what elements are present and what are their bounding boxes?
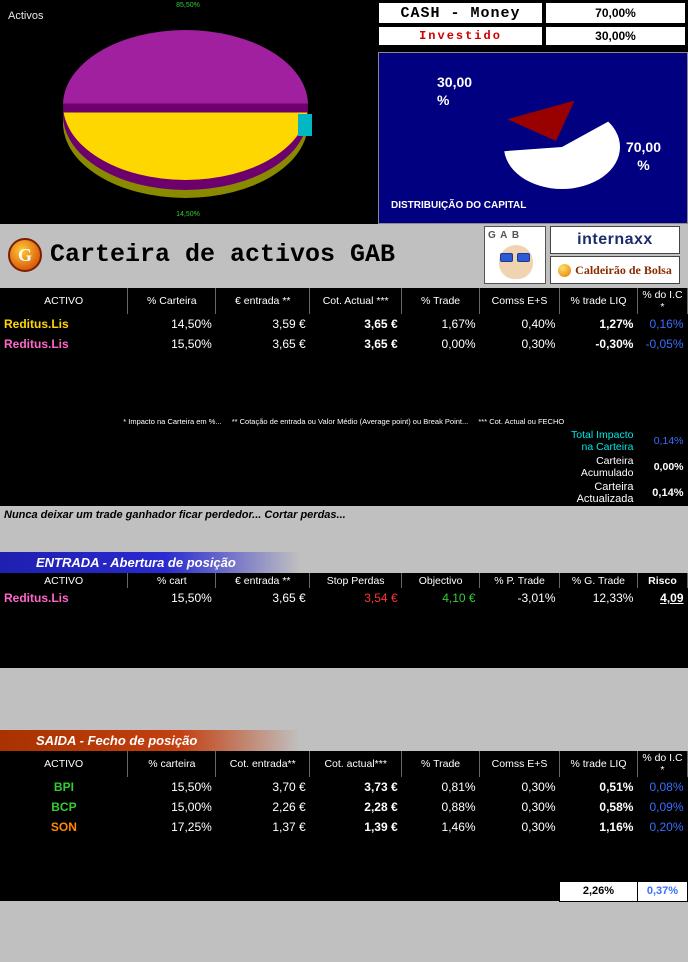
totals-row-2 [0, 454, 688, 480]
col-risco: Risco [637, 573, 687, 588]
table-row[interactable] [0, 588, 688, 608]
capital-pie-label-70 [626, 138, 661, 174]
invested-value: 30,00% [545, 26, 686, 46]
row-carteira: 14,50% [171, 317, 212, 331]
row-ic: 0,16% [649, 317, 684, 331]
footnotes-row [0, 414, 688, 428]
capital-pie-label-30-value: 30,00 [437, 74, 473, 90]
portfolio-table [0, 288, 688, 506]
table-row[interactable] [0, 777, 688, 797]
bottom-spacer [0, 902, 688, 962]
col-ativo: ACTIVO [0, 573, 128, 588]
col-entrada: € entrada ** [216, 288, 310, 314]
table-empty-rows [0, 354, 688, 414]
row-cot-entrada: 3,70 € [272, 780, 306, 794]
saida-total-liq: 2,26% [560, 881, 638, 901]
row-cot-entrada: 2,26 € [272, 800, 306, 814]
row-risco: 4,09 [637, 588, 687, 608]
col-trade: % Trade [402, 288, 480, 314]
row-cot-actual: 3,73 € [364, 780, 398, 794]
row-ic: 0,08% [649, 780, 684, 794]
gab-mascot-face-icon [499, 245, 533, 279]
col-comss: Comss E+S [480, 751, 560, 777]
row-carteira: 17,25% [171, 820, 212, 834]
totals-row-3 [0, 480, 688, 506]
row-g-trade: 12,33% [592, 591, 634, 605]
row-liq: 0,51% [599, 780, 634, 794]
carteira-acumulado-label: Carteira Acumulado [559, 454, 637, 480]
gab-logo-icon: G [8, 238, 42, 272]
capital-distribution-panel [378, 52, 688, 224]
col-ativo: ACTIVO [0, 751, 128, 777]
saida-empty-rows [0, 837, 688, 881]
row-ic: -0,05% [645, 337, 684, 351]
row-comss: 0,40% [521, 317, 556, 331]
total-impacto-value: 0,14% [637, 428, 687, 454]
row-comss: 0,30% [521, 800, 556, 814]
spacer-above-saida [0, 668, 688, 730]
saida-totals-row [0, 881, 688, 901]
row-trade: 0,88% [441, 800, 476, 814]
carteira-actualizada-label: Carteira Actualizada [559, 480, 637, 506]
row-cart: 15,50% [171, 591, 212, 605]
cash-label: CASH - Money [378, 2, 543, 24]
capital-pie-label-30 [437, 73, 472, 109]
carteira-acumulado-value: 0,00% [637, 454, 687, 480]
row-actual: 3,65 € [364, 317, 398, 331]
brand-caldeirao-logo[interactable] [550, 256, 680, 284]
row-carteira: 15,50% [171, 337, 212, 351]
motto-text: Nunca deixar um trade ganhador ficar perdedor... Cortar perdas... [0, 506, 688, 524]
table-row[interactable] [0, 334, 688, 354]
portfolio-table-header [0, 288, 688, 314]
row-carteira: 15,50% [171, 780, 212, 794]
row-ativo: SON [50, 820, 77, 834]
pie-disc [63, 30, 308, 180]
row-comss: 0,30% [521, 820, 556, 834]
col-carteira: % Carteira [128, 288, 216, 314]
col-cot-actual: Cot. actual*** [310, 751, 402, 777]
assets-pie-label-bottom: 14,50% [176, 211, 200, 218]
totals-row-1 [0, 428, 688, 454]
invested-label: Investido [378, 26, 543, 46]
row-actual: 3,65 € [364, 337, 398, 351]
row-carteira: 15,00% [171, 800, 212, 814]
capital-pie-label-70-value: 70,00 [625, 139, 661, 155]
entrada-section-header: ENTRADA - Abertura de posição [0, 552, 300, 573]
row-liq: -0,30% [595, 337, 634, 351]
col-stop-perdas: Stop Perdas [310, 573, 402, 588]
col-ic: % do I.C * [637, 751, 687, 777]
saida-total-ic: 0,37% [637, 881, 687, 901]
footnote-3: *** Cot. Actual ou FECHO [478, 416, 565, 426]
capital-pie-caption: DISTRIBUIÇÃO DO CAPITAL [391, 200, 527, 211]
entrada-table-header [0, 573, 688, 588]
page-title: Carteira de activos GAB [50, 240, 396, 269]
row-stop-perdas: 3,54 € [364, 591, 398, 605]
brand-caldeirao-label: Caldeirão de Bolsa [575, 262, 672, 277]
row-entrada: 3,65 € [272, 337, 306, 351]
row-ic: 0,20% [649, 820, 684, 834]
caldeirao-ball-icon [558, 264, 571, 277]
capital-pie-label-70-unit: % [637, 157, 650, 174]
row-liq: 1,27% [599, 317, 634, 331]
col-liq: % trade LIQ [560, 751, 638, 777]
row-ativo: Reditus.Lis [4, 591, 69, 605]
row-entrada: 3,59 € [272, 317, 306, 331]
row-entrada: 3,65 € [272, 591, 306, 605]
app-header [0, 224, 688, 288]
col-objectivo: Objectivo [402, 573, 480, 588]
col-comss: Comss E+S [480, 288, 560, 314]
top-charts-area [0, 0, 688, 224]
col-ic: % do I.C * [637, 288, 687, 314]
row-ativo: BCP [51, 800, 77, 814]
col-actual: Cot. Actual *** [310, 288, 402, 314]
gab-mascot-image [484, 226, 546, 284]
col-ativo: ACTIVO [0, 288, 128, 314]
entrada-empty-rows [0, 608, 688, 668]
col-entrada: € entrada ** [216, 573, 310, 588]
pie-small-slice [298, 114, 312, 136]
assets-pie-title: Activos [8, 10, 44, 22]
footnote-2: ** Cotação de entrada ou Valor Médio (Average point) ou Break Point... [231, 416, 469, 426]
row-comss: 0,30% [521, 337, 556, 351]
saida-section-header: SAIDA - Fecho de posição [0, 730, 300, 751]
saida-table-header [0, 751, 688, 777]
row-trade: 1,67% [441, 317, 476, 331]
row-liq: 1,16% [599, 820, 634, 834]
col-cart: % cart [128, 573, 216, 588]
capital-pie-label-30-unit: % [437, 92, 450, 109]
row-objectivo: 4,10 € [442, 591, 476, 605]
row-ativo: BPI [53, 780, 74, 794]
assets-pie-graphic [63, 22, 308, 202]
col-carteira: % carteira [128, 751, 216, 777]
table-row[interactable] [0, 817, 688, 837]
row-trade: 0,81% [441, 780, 476, 794]
gab-mascot-glasses-icon [500, 253, 532, 262]
row-liq: 0,58% [599, 800, 634, 814]
capital-pie-graphic [504, 105, 620, 189]
row-comss: 0,30% [521, 780, 556, 794]
row-ic: 0,09% [649, 800, 684, 814]
carteira-actualizada-value: 0,14% [637, 480, 687, 506]
col-p-trade: % P. Trade [480, 573, 560, 588]
col-g-trade: % G. Trade [560, 573, 638, 588]
row-ativo: Reditus.Lis [4, 317, 69, 331]
row-trade: 0,00% [441, 337, 476, 351]
gab-mascot-label: G A B [488, 230, 521, 241]
row-p-trade: -3,01% [517, 591, 556, 605]
row-cot-actual: 1,39 € [364, 820, 398, 834]
brand-internaxx-logo[interactable]: internaxx [550, 226, 680, 254]
cash-value: 70,00% [545, 2, 686, 24]
table-row[interactable] [0, 797, 688, 817]
row-ativo: Reditus.Lis [4, 337, 69, 351]
total-impacto-label: Total Impacto na Carteira [559, 428, 637, 454]
assets-pie-panel [0, 0, 376, 224]
row-trade: 1,46% [441, 820, 476, 834]
col-cot-entrada: Cot. entrada** [216, 751, 310, 777]
assets-pie-label-top: 85,50% [176, 2, 200, 9]
col-liq: % trade LIQ [559, 288, 637, 314]
col-trade: % Trade [402, 751, 480, 777]
row-cot-actual: 2,28 € [364, 800, 398, 814]
spacer-above-entrada [0, 524, 688, 552]
table-row[interactable] [0, 314, 688, 334]
saida-table [0, 751, 688, 902]
footnote-1: * Impacto na Carteira em %... [123, 416, 222, 426]
entrada-table [0, 573, 688, 668]
row-cot-entrada: 1,37 € [272, 820, 306, 834]
